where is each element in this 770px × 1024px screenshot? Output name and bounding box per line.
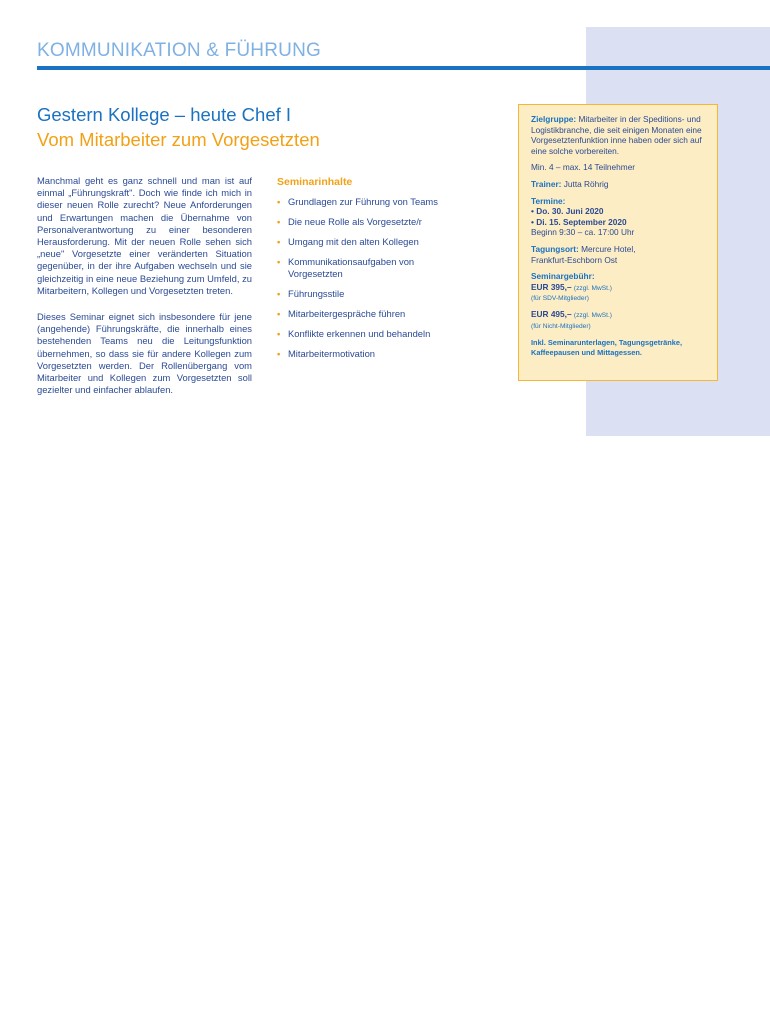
section-title: KOMMUNIKATION & FÜHRUNG xyxy=(37,40,321,61)
price-non-members xyxy=(531,309,707,322)
bullet-icon: • xyxy=(277,308,281,320)
seminar-contents-list xyxy=(277,196,467,360)
fees-label: Seminargebühr: xyxy=(531,271,595,282)
dates-label: Termine: xyxy=(531,195,566,206)
target-group-text: Mitarbeiter in der Speditions- und Logistikbranche, die seit einigen Monaten eine Vorgesetztenfunktion inne haben oder sich auf eine solche vorbereiten. xyxy=(531,114,702,156)
list-item-label: Führungsstile xyxy=(288,287,345,299)
list-item xyxy=(277,216,467,228)
seminar-title: Gestern Kollege – heute Chef I xyxy=(37,104,292,125)
dates xyxy=(531,196,707,238)
bullet-icon: • xyxy=(277,236,281,248)
bullet-icon: • xyxy=(277,196,281,207)
time-range: Beginn 9:30 – ca. 17:00 Uhr xyxy=(531,227,635,238)
list-item xyxy=(277,288,467,300)
intro-text xyxy=(37,175,252,410)
intro-paragraph-2: Dieses Seminar eignet sich insbesondere für jene (angehende) Führungskräfte, die innerhalb eines bestehenden Teams neu die Leitungsfunktion übernehmen, so dass sie für andere Kollegen zum Vorgesetzten werden. Der Rollenübergang vom Mitarbeiter und Kollegen zum Vorgesetzten soll gezielter und einfacher ablaufen. xyxy=(37,311,252,396)
list-item xyxy=(277,236,467,248)
list-item-label: Mitarbeitergespräche führen xyxy=(288,308,406,320)
bullet-icon: • xyxy=(277,287,281,299)
trainer-label: Trainer: xyxy=(531,178,562,189)
bullet-icon: • xyxy=(277,256,281,268)
list-item-label: Konflikte erkennen und behandeln xyxy=(288,328,431,340)
target-group xyxy=(531,114,707,156)
venue-line-2: Frankfurt-Eschborn Ost xyxy=(531,254,618,265)
price-non-members-tax: (zzgl. MwSt.) xyxy=(573,311,613,319)
price-non-members-amount: EUR 495,– xyxy=(531,308,572,319)
venue xyxy=(531,244,707,265)
list-item-label: Kommunikationsaufgaben von Vorgesetzten xyxy=(288,256,415,279)
seminar-contents xyxy=(277,176,467,368)
list-item xyxy=(277,328,467,340)
bullet-icon: • xyxy=(277,328,281,340)
header-rule xyxy=(37,66,770,70)
list-item-label: Grundlagen zur Führung von Teams xyxy=(288,196,438,207)
participant-count: Min. 4 – max. 14 Teilnehmer xyxy=(531,162,636,173)
list-item xyxy=(277,348,467,360)
intro-paragraph-1: Manchmal geht es ganz schnell und man ist auf einmal „Führungskraft". Doch wie finde ich mich in dieser neuen Rolle zurecht? Neue Anforderungen und Erwartungen machen die Übernahme von Personalverantwortung zu einer besonderen Herausforderung. Mit der neuen Rolle sehen sich „neue" Vorgesetzte einer veränderten Situation gegenüber, in der ihre Aufgaben wechseln und sie gleichzeitig in eine neue Beziehung zum Umfeld, zu Mitarbeitern, Kollegen und Vorgesetzten treten. xyxy=(37,175,252,296)
fees xyxy=(531,271,707,332)
bullet-icon: • xyxy=(277,216,281,228)
target-group-label: Zielgruppe: xyxy=(531,114,577,124)
date-1: • Do. 30. Juni 2020 xyxy=(531,206,604,217)
date-2: • Di. 15. September 2020 xyxy=(531,216,627,227)
info-box xyxy=(518,104,718,381)
venue-label: Tagungsort: xyxy=(531,243,579,254)
trainer xyxy=(531,179,707,190)
list-item-label: Umgang mit den alten Kollegen xyxy=(288,236,419,248)
price-members-tax: (zzgl. MwSt.) xyxy=(573,284,613,292)
venue-line-1: Mercure Hotel, xyxy=(581,243,636,254)
price-members-amount: EUR 395,– xyxy=(531,281,572,292)
price-members-note: (für SDV-Mitglieder) xyxy=(531,295,589,303)
list-item xyxy=(277,256,467,279)
bullet-icon: • xyxy=(277,348,281,360)
price-members xyxy=(531,282,707,295)
trainer-name: Jutta Röhrig xyxy=(563,178,609,189)
list-item xyxy=(277,196,467,208)
price-non-members-note: (für Nicht-Mitglieder) xyxy=(531,322,591,330)
seminar-subtitle: Vom Mitarbeiter zum Vorgesetzten xyxy=(37,129,320,150)
seminar-contents-heading: Seminarinhalte xyxy=(277,176,353,188)
list-item-label: Die neue Rolle als Vorgesetzte/r xyxy=(288,216,422,228)
included-note: Inkl. Seminarunterlagen, Tagungsgetränke, Kaffeepausen und Mittagessen. xyxy=(531,338,682,357)
list-item-label: Mitarbeitermotivation xyxy=(288,348,376,360)
list-item xyxy=(277,308,467,320)
